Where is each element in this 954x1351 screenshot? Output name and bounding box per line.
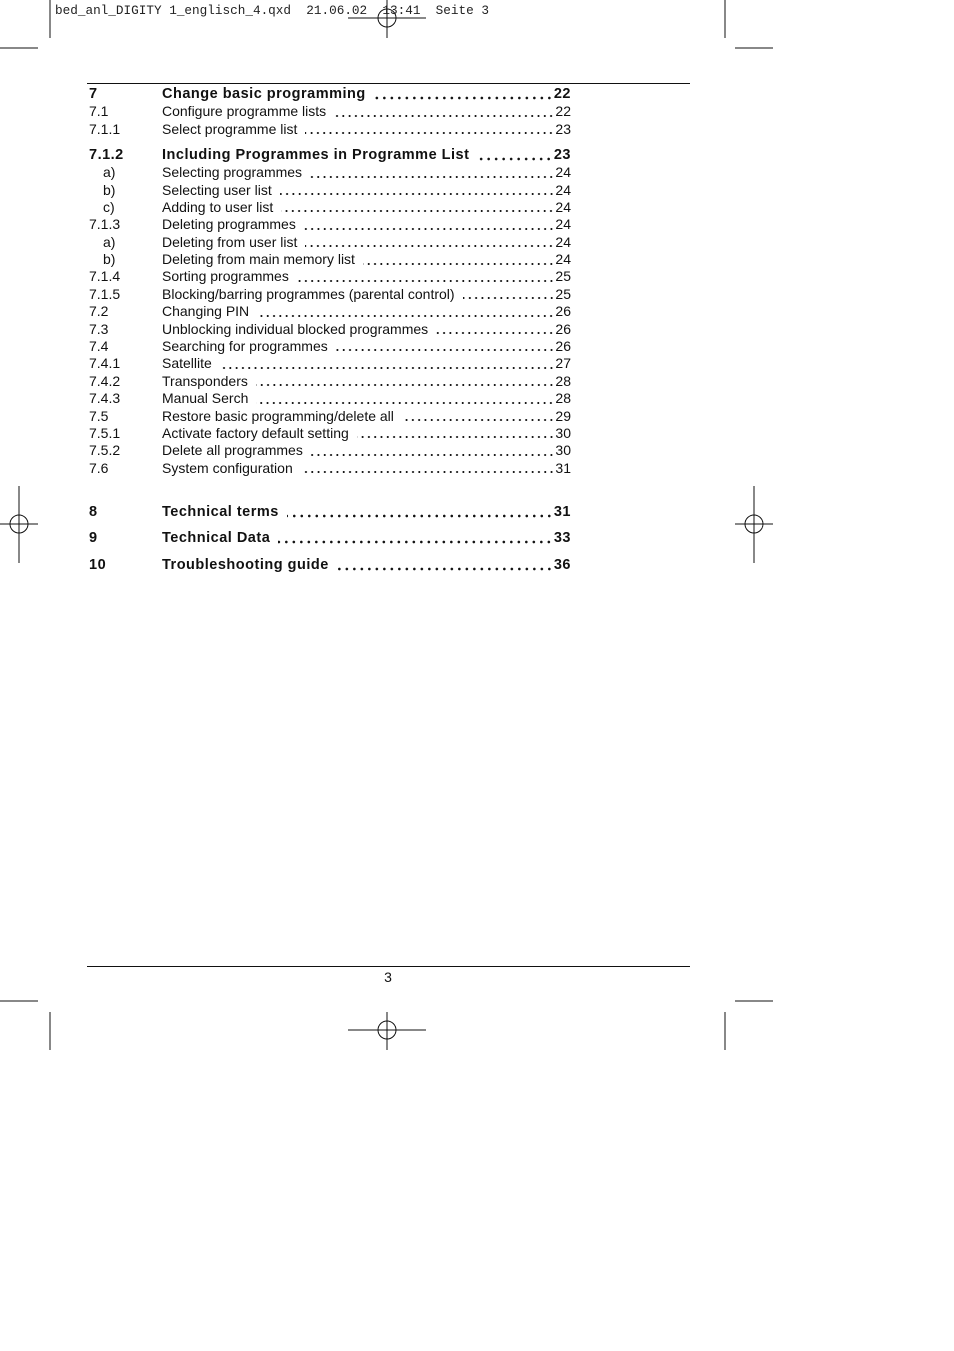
toc-entry-page: 27 (555, 355, 571, 372)
toc-entry-page: 25 (555, 285, 571, 302)
toc-entry (89, 303, 571, 320)
toc-entry-page: 22 (553, 85, 571, 102)
crop-mark-top-left (0, 0, 50, 48)
dot-leader (336, 338, 556, 355)
toc-entry-title: Selecting user list (162, 181, 272, 198)
toc-entry-page: 24 (555, 216, 571, 233)
dot-leader (280, 182, 556, 199)
toc-entry-title: Deleting from main memory list (162, 251, 355, 268)
toc-entry (89, 390, 571, 407)
toc-entry (89, 199, 571, 216)
toc-entry-title: Satellite (162, 355, 212, 372)
dot-leader (337, 557, 554, 574)
toc-entry-page: 24 (555, 198, 571, 215)
toc-entry-page: 25 (555, 268, 571, 285)
bottom-rule (87, 966, 690, 967)
toc-entry (89, 460, 571, 477)
dot-leader (257, 303, 555, 320)
toc-entry-number: 7.2 (89, 303, 109, 320)
toc-entry-title: Blocking/barring programmes (parental control) (162, 285, 455, 302)
toc-entry-page: 28 (555, 390, 571, 407)
dot-leader (463, 286, 556, 303)
dot-leader (256, 373, 556, 390)
toc-entry-title: Deleting from user list (162, 233, 298, 250)
dot-leader (304, 216, 556, 233)
toc-entry-page: 33 (553, 529, 571, 546)
toc-entry (89, 286, 571, 303)
toc-entry-number: 9 (89, 529, 98, 546)
top-rule (87, 83, 690, 84)
toc-entry-number: 7.6 (89, 459, 109, 476)
toc-entry-number: 8 (89, 503, 98, 520)
toc-entry-page: 26 (555, 303, 571, 320)
toc-entry (89, 234, 571, 251)
toc-entry-number: b) (103, 181, 116, 198)
dot-leader (305, 234, 555, 251)
toc-entry (89, 408, 571, 425)
dot-leader (278, 530, 554, 547)
dot-leader (436, 321, 555, 338)
toc-entry-number: 7.4 (89, 338, 109, 355)
crop-mark-top-right (725, 0, 773, 48)
toc-entry-title: Change basic programming (162, 85, 366, 102)
toc-entry-number: 7 (89, 85, 98, 102)
toc-entry-number: 7.1.4 (89, 268, 121, 285)
toc-entry-number: a) (103, 233, 116, 250)
toc-entry-page: 26 (555, 338, 571, 355)
toc-entry (89, 269, 571, 286)
toc-entry-title: Activate factory default setting (162, 425, 349, 441)
dot-leader (334, 103, 555, 120)
registration-mark-right (735, 486, 773, 563)
dot-leader (310, 164, 555, 181)
toc-entry-number: 7.4.3 (89, 390, 121, 407)
toc-entry (89, 530, 571, 547)
toc-entry (89, 338, 571, 355)
crop-mark-bottom-right (725, 1001, 773, 1050)
toc-entry-title: Unblocking individual blocked programmes (162, 320, 429, 337)
toc-entry-number: 7.4.2 (89, 372, 121, 389)
toc-entry-page: 24 (555, 233, 571, 250)
toc-entry-number: 7.1.1 (89, 120, 121, 137)
dot-leader (281, 199, 555, 216)
toc-entry-title: Delete all programmes (162, 442, 303, 459)
dot-leader (305, 121, 555, 138)
toc-entry-page: 31 (555, 459, 571, 476)
toc-entry-number: 7.1.2 (89, 146, 124, 163)
toc-entry-title: Selecting programmes (162, 164, 303, 181)
toc-entry (89, 86, 571, 103)
toc-entry-title: Including Programmes in Programme List (162, 146, 470, 163)
dot-leader (311, 442, 556, 459)
toc-entry-title: Deleting programmes (162, 216, 296, 233)
dot-leader (374, 86, 554, 103)
toc-entry (89, 355, 571, 372)
toc-entry-page: 28 (555, 372, 571, 389)
toc-entry (89, 321, 571, 338)
toc-entry-page: 24 (555, 164, 571, 181)
page-number: 3 (384, 969, 392, 985)
toc-entry-page: 24 (555, 251, 571, 268)
dot-leader (477, 147, 553, 164)
toc-entry (89, 251, 571, 268)
toc-entry (89, 442, 571, 459)
dot-leader (220, 355, 556, 372)
toc-entry-title: Troubleshooting guide (162, 556, 329, 573)
dot-leader (297, 269, 556, 286)
registration-mark-bottom (348, 1012, 426, 1050)
dot-leader (363, 251, 555, 268)
toc-entry-number: a) (103, 164, 116, 181)
toc-entry-title: Restore basic programming/delete all (162, 407, 394, 424)
toc-entry (89, 504, 571, 521)
toc-entry-title: Manual Serch (162, 390, 249, 407)
toc-entry (89, 147, 571, 164)
toc-entry-title: Sorting programmes (162, 268, 289, 285)
toc-entry-number: 7.1.3 (89, 216, 121, 233)
toc-entry-title: Adding to user list (162, 198, 274, 215)
toc-entry-title: Searching for programmes (162, 338, 328, 355)
toc-entry (89, 425, 571, 442)
toc-entry-title: Configure programme lists (162, 103, 327, 120)
toc-entry-title: Technical Data (162, 529, 271, 546)
toc-entry-number: c) (103, 198, 115, 215)
toc-entry-number: 7.3 (89, 320, 109, 337)
toc-entry-page: 22 (555, 103, 571, 120)
toc-entry-number: 7.1 (89, 103, 109, 120)
toc-entry-title: Transponders (162, 372, 248, 389)
dot-leader (402, 408, 556, 425)
toc-entry (89, 216, 571, 233)
toc-entry-title: System configuration (162, 459, 293, 476)
toc-entry-number: 7.5.1 (89, 425, 121, 441)
toc-entry (89, 557, 571, 574)
toc-entry-number: 7.4.1 (89, 355, 121, 372)
toc-entry-page: 26 (555, 320, 571, 337)
print-slug-header: bed_anl_DIGITY 1_englisch_4.qxd 21.06.02 13:41 Seite 3 (55, 3, 489, 18)
dot-leader (256, 390, 555, 407)
toc-entry-number: 7.5.2 (89, 442, 121, 459)
dot-leader (287, 504, 554, 521)
dot-leader (301, 460, 556, 477)
toc-entry-number: b) (103, 251, 116, 268)
toc-entry-page: 23 (555, 120, 571, 137)
toc-entry-number: 7.1.5 (89, 285, 121, 302)
registration-mark-left (0, 486, 38, 563)
table-of-contents (89, 86, 571, 574)
toc-entry-page: 23 (553, 146, 571, 163)
toc-entry (89, 121, 571, 138)
toc-entry-title: Select programme list (162, 120, 298, 137)
toc-entry (89, 182, 571, 199)
toc-entry-title: Changing PIN (162, 303, 250, 320)
toc-entry-page: 30 (555, 442, 571, 459)
toc-entry-page: 36 (553, 556, 571, 573)
toc-entry (89, 373, 571, 390)
toc-entry-page: 24 (555, 181, 571, 198)
toc-entry (89, 164, 571, 181)
toc-entry-page: 31 (553, 503, 571, 520)
toc-entry-title: Technical terms (162, 503, 279, 520)
toc-entry (89, 103, 571, 120)
crop-mark-bottom-left (0, 1001, 50, 1050)
dot-leader (357, 425, 556, 442)
toc-entry-number: 10 (89, 556, 107, 573)
toc-entry-page: 29 (555, 407, 571, 424)
toc-entry-number: 7.5 (89, 407, 109, 424)
toc-entry-page: 30 (555, 425, 571, 441)
